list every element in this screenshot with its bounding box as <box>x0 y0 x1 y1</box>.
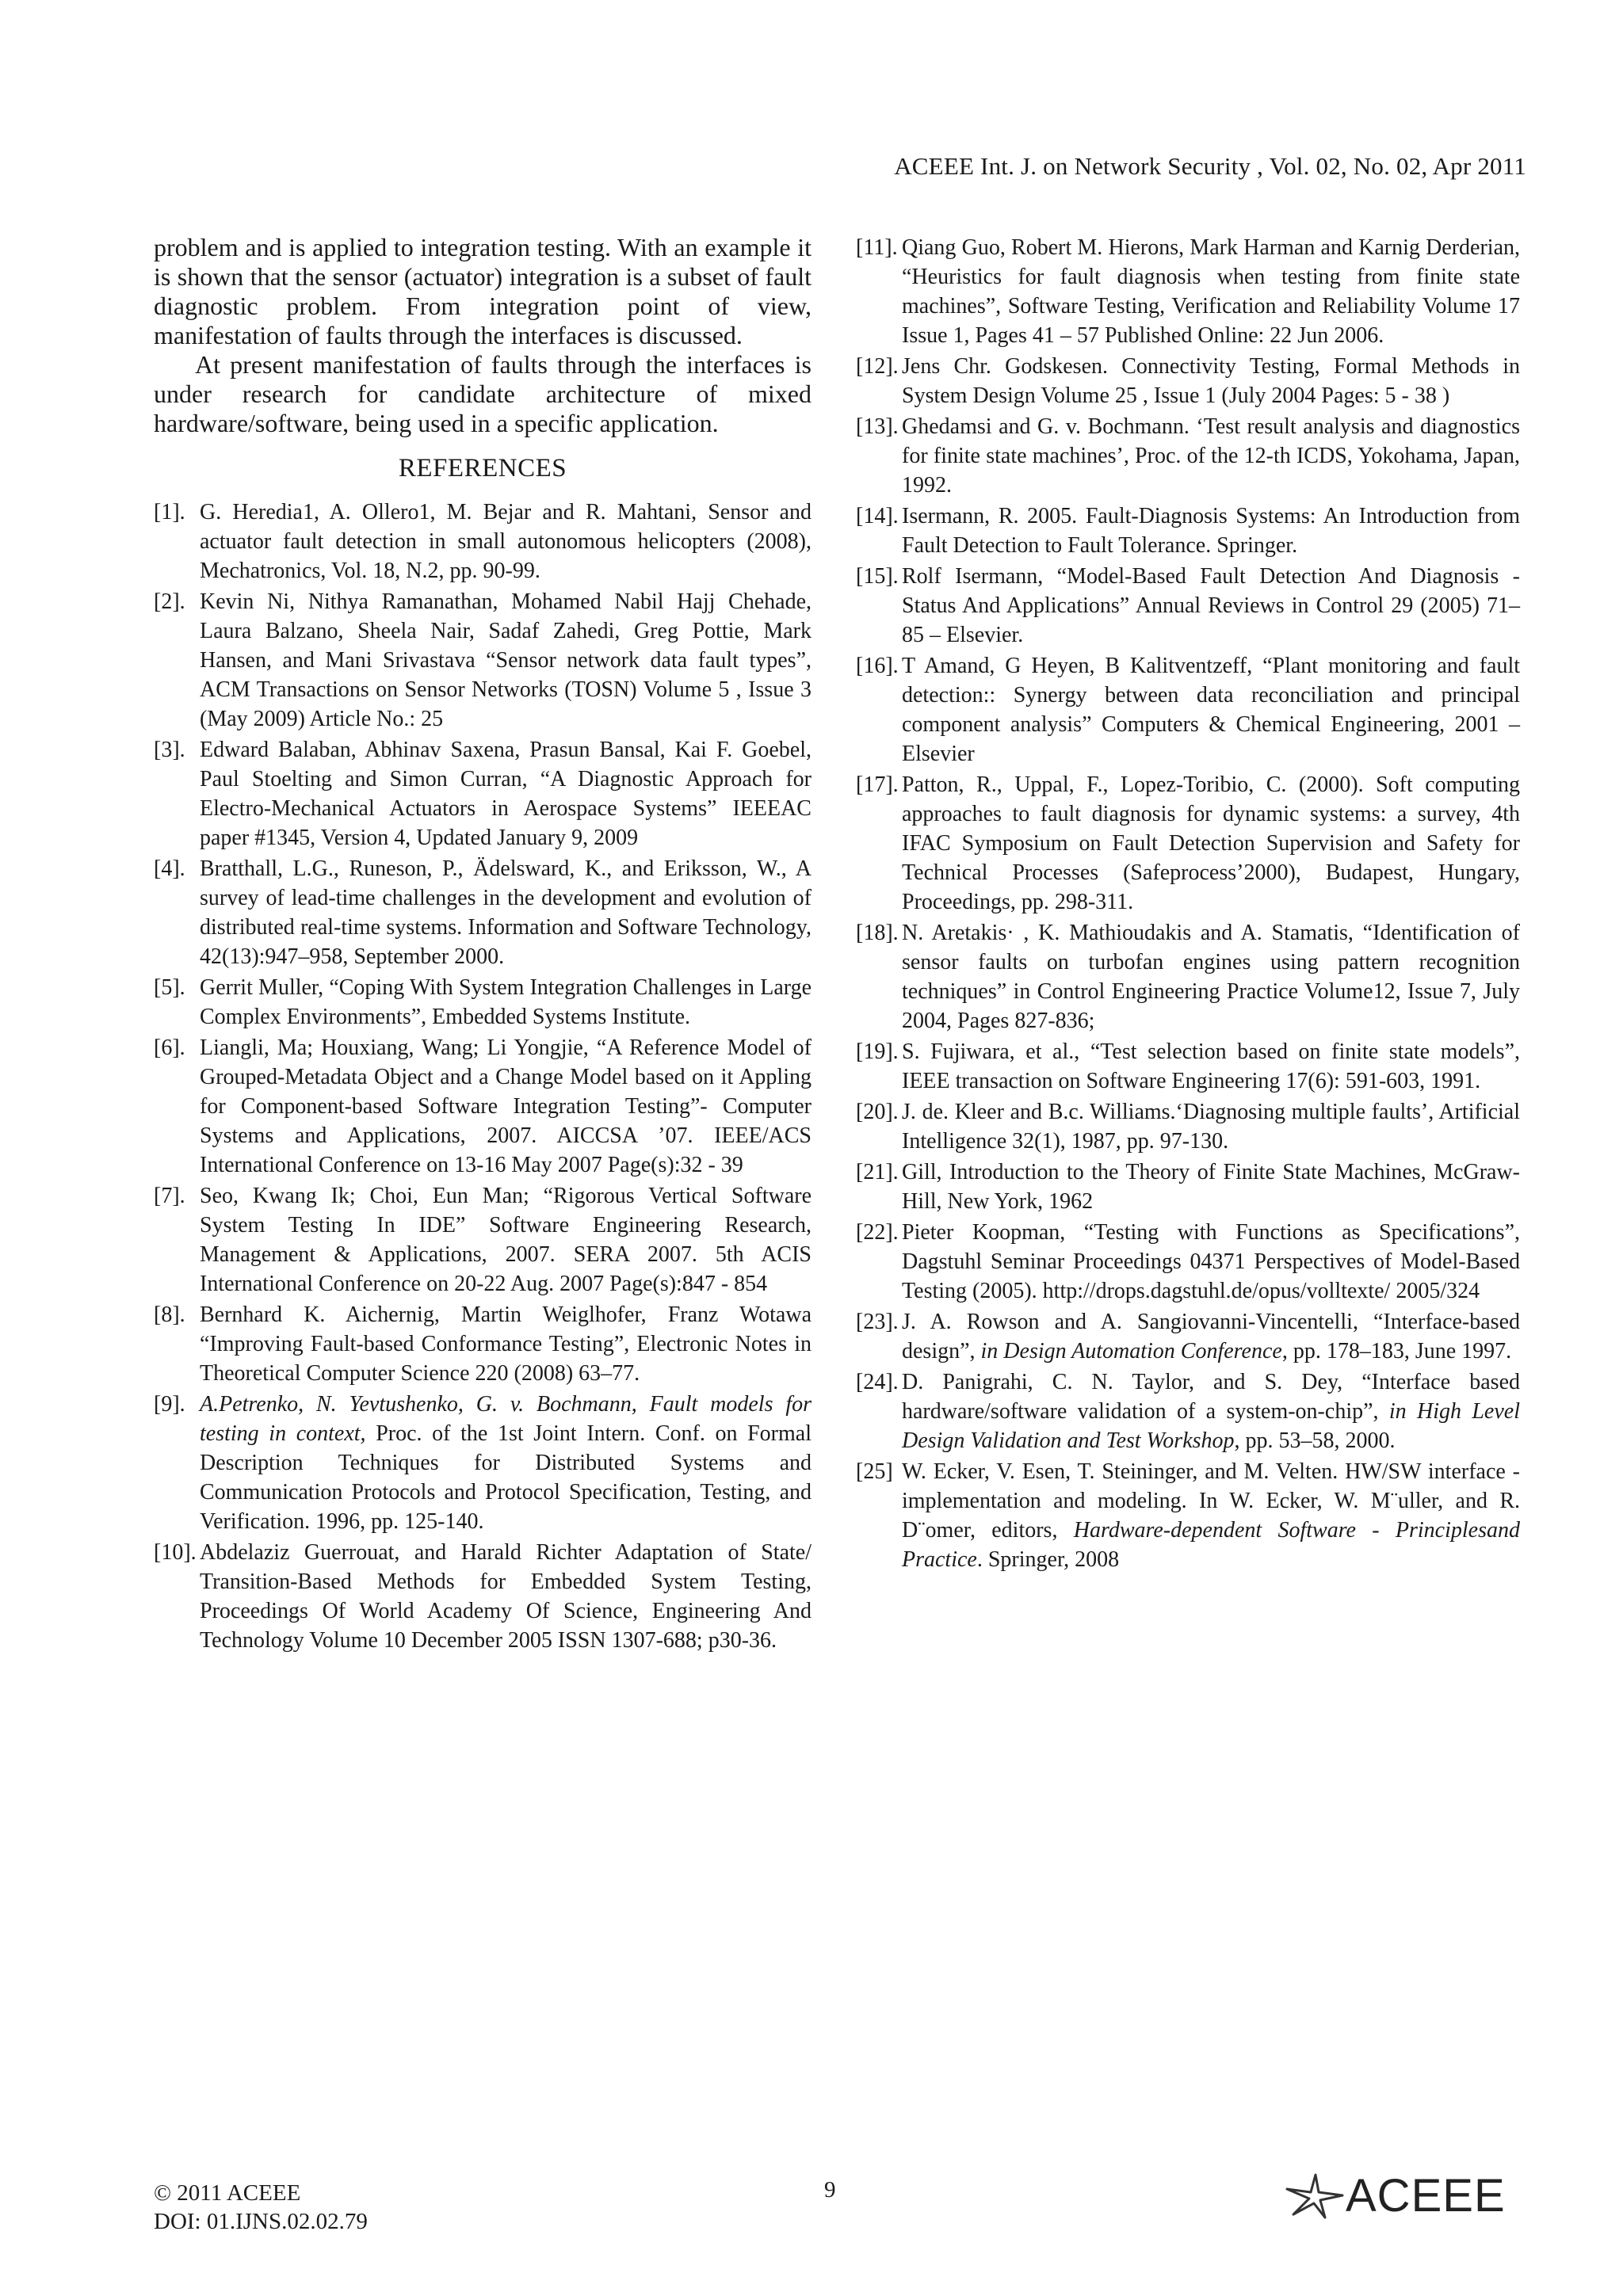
reference-number: [13]. <box>856 414 899 439</box>
reference-item <box>154 1300 812 1388</box>
reference-item <box>154 1538 812 1655</box>
reference-item <box>856 1097 1520 1156</box>
reference-number: [8]. <box>154 1302 185 1327</box>
reference-number: [19]. <box>856 1039 899 1064</box>
reference-text: Liangli, Ma; Houxiang, Wang; Li Yongjie, “A Reference Model of Grouped-Metadata Object and a Change Model based on it Appling for Component-based Software Integration Testing”- Computer Systems and Applications, 2007. AICCSA ’07. IEEE/ACS International Conference on 13-16 May 2007 Page(s):32 - 39 <box>200 1035 812 1177</box>
reference-text: Bratthall, L.G., Runeson, P., Ädelsward, K., and Eriksson, W., A survey of lead-time challenges in the development and evolution of distributed real-time systems. Information and Software Technology, 42(13):947–958, September 2000. <box>200 856 812 969</box>
reference-text: D. Panigrahi, C. N. Taylor, and S. Dey, “Interface based hardware/software validation of a system-on-chip”, <box>902 1370 1520 1424</box>
reference-number: [16]. <box>856 654 899 678</box>
reference-text: Proc. of the 1st Joint Intern. Conf. on Formal Description Techniques for Distributed Systems and Communication Protocols and Protocol Specification, Testing, and Verification. 1996, pp. 125-140. <box>200 1421 812 1534</box>
reference-text: Kevin Ni, Nithya Ramanathan, Mohamed Nabil Hajj Chehade, Laura Balzano, Sheela Nair, Sadaf Zahedi, Greg Pottie, Mark Hansen, and Mani Srivastava “Sensor network data fault types”, ACM Transactions on Sensor Networks (TOSN) Volume 5 , Issue 3 (May 2009) Article No.: 25 <box>200 589 812 731</box>
reference-item <box>154 498 812 585</box>
reference-text: Abdelaziz Guerrouat, and Harald Richter Adaptation of State/ Transition-Based Methods for Embedded System Testing, Proceedings Of World Academy Of Science, Engineering And Technology Volume 10 December 2005 ISSN 1307-688; p30-36. <box>200 1540 812 1653</box>
reference-item <box>856 1367 1520 1455</box>
reference-number: [12]. <box>856 354 899 379</box>
reference-tail: , pp. 53–58, 2000. <box>1234 1428 1396 1453</box>
reference-text: Patton, R., Uppal, F., Lopez-Toribio, C. (2000). Soft computing approaches to fault diagnosis for dynamic systems: a survey, 4th IFAC Symposium on Fault Detection Supervision and Safety for Technical Processes (Safeprocess’2000), Budapest, Hungary, Proceedings, pp. 298-311. <box>902 772 1520 914</box>
reference-number: [24]. <box>856 1370 899 1394</box>
star-logo-icon <box>1284 2172 1346 2221</box>
reference-number: [14]. <box>856 504 899 528</box>
reference-text: Edward Balaban, Abhinav Saxena, Prasun Bansal, Kai F. Goebel, Paul Stoelting and Simon Curran, “A Diagnostic Approach for Electro-Mechanical Actuators in Aerospace Systems” IEEEAC paper #1345, Version 4, Updated January 9, 2009 <box>200 738 812 850</box>
reference-item <box>154 735 812 852</box>
reference-number: [4]. <box>154 856 185 881</box>
reference-item <box>154 587 812 734</box>
reference-number: [9]. <box>154 1392 185 1417</box>
body-paragraph-1: problem and is applied to integration testing. With an example it is shown that the sensor (actuator) integration is a subset of fault diagnostic problem. From integration point of view, manifestation of faults through the interfaces is discussed. <box>154 233 812 349</box>
journal-header: ACEEE Int. J. on Network Security , Vol. 02, No. 02, Apr 2011 <box>894 152 1526 180</box>
reference-text: J. de. Kleer and B.c. Williams.‘Diagnosing multiple faults’, Artificial Intelligence 32(1), 1987, pp. 97-130. <box>902 1100 1520 1154</box>
reference-number: [25] <box>856 1459 893 1484</box>
reference-item <box>856 1158 1520 1216</box>
reference-number: [20]. <box>856 1100 899 1124</box>
reference-number: [17]. <box>856 772 899 797</box>
reference-text: Bernhard K. Aichernig, Martin Weiglhofer, Franz Wotawa “Improving Fault-based Conformance Testing”, Electronic Notes in Theoretical Computer Science 220 (2008) 63–77. <box>200 1302 812 1386</box>
body-paragraph-2: At present manifestation of faults through the interfaces is under research for candidate architecture of mixed hardware/software, being used in a specific application. <box>154 350 812 437</box>
reference-item <box>856 502 1520 560</box>
reference-text: Gerrit Muller, “Coping With System Integration Challenges in Large Complex Environments”, Embedded Systems Institute. <box>200 975 812 1029</box>
reference-number: [5]. <box>154 975 185 1000</box>
reference-item <box>856 918 1520 1035</box>
reference-text: Gill, Introduction to the Theory of Finite State Machines, McGraw-Hill, New York, 1962 <box>902 1160 1520 1214</box>
reference-italic: in High Level Design Validation and Test Workshop <box>902 1399 1520 1453</box>
aceee-logo <box>1284 2169 1506 2222</box>
references-heading: REFERENCES <box>398 454 567 482</box>
reference-item <box>856 1307 1520 1366</box>
reference-item <box>154 1181 812 1299</box>
reference-number: [10]. <box>154 1540 197 1565</box>
page-number: 9 <box>824 2177 836 2203</box>
reference-item <box>856 770 1520 917</box>
reference-text: S. Fujiwara, et al., “Test selection based on finite state models”, IEEE transaction on Software Engineering 17(6): 591-603, 1991. <box>902 1039 1520 1093</box>
reference-number: [22]. <box>856 1220 899 1245</box>
reference-number: [23]. <box>856 1310 899 1334</box>
reference-italic: A.Petrenko, N. Yevtushenko, G. v. Bochmann, Fault models for testing in context, <box>200 1392 812 1446</box>
reference-item <box>856 651 1520 769</box>
reference-text: Rolf Isermann, “Model-Based Fault Detection And Diagnosis - Status And Applications” Annual Reviews in Control 29 (2005) 71–85 – Elsevier. <box>902 564 1520 647</box>
reference-item <box>154 854 812 971</box>
reference-number: [18]. <box>856 921 899 945</box>
references-list-left <box>154 498 812 1655</box>
reference-text: Isermann, R. 2005. Fault-Diagnosis Systems: An Introduction from Fault Detection to Fault Tolerance. Springer. <box>902 504 1520 558</box>
reference-text: J. A. Rowson and A. Sangiovanni-Vincentelli, “Interface-based design”, <box>902 1310 1520 1363</box>
reference-item <box>856 1457 1520 1574</box>
reference-text: Jens Chr. Godskesen. Connectivity Testing, Formal Methods in System Design Volume 25 , Issue 1 (July 2004 Pages: 5 - 38 ) <box>902 354 1520 408</box>
reference-text: W. Ecker, V. Esen, T. Steininger, and M. Velten. HW/SW interface - implementation and modeling. In W. Ecker, W. M¨uller, and R. D¨omer, editors, <box>902 1459 1520 1543</box>
reference-italic: in Design Automation Conference <box>980 1339 1282 1363</box>
reference-number: [6]. <box>154 1035 185 1060</box>
reference-item <box>154 973 812 1032</box>
reference-number: [11]. <box>856 235 898 260</box>
reference-text: G. Heredia1, A. Ollero1, M. Bejar and R. Mahtani, Sensor and actuator fault detection in small autonomous helicopters (2008), Mechatronics, Vol. 18, N.2, pp. 90-99. <box>200 500 812 583</box>
reference-tail: , pp. 178–183, June 1997. <box>1281 1339 1512 1363</box>
reference-text: N. Aretakis· , K. Mathioudakis and A. Stamatis, “Identification of sensor faults on turbofan engines using pattern recognition techniques” in Control Engineering Practice Volume12, Issue 7, July 2004, Pages 827-836; <box>902 921 1520 1033</box>
reference-item <box>856 352 1520 410</box>
reference-number: [15]. <box>856 564 899 589</box>
reference-tail: . Springer, 2008 <box>976 1547 1120 1572</box>
reference-item <box>856 562 1520 650</box>
reference-item <box>154 1390 812 1536</box>
reference-text: Seo, Kwang Ik; Choi, Eun Man; “Rigorous Vertical Software System Testing In IDE” Software Engineering Research, Management & Applications, 2007. SERA 2007. 5th ACIS International Conference on 20-22 Aug. 2007 Page(s):847 - 854 <box>200 1184 812 1296</box>
copyright: © 2011 ACEEE <box>154 2180 301 2206</box>
reference-item <box>856 412 1520 500</box>
reference-item <box>856 1037 1520 1096</box>
logo-text: ACEEE <box>1346 2170 1506 2222</box>
reference-number: [1]. <box>154 500 185 524</box>
reference-text: Pieter Koopman, “Testing with Functions as Specifications”, Dagstuhl Seminar Proceedings 04371 Perspectives of Model-Based Testing (2005). http://drops.dagstuhl.de/opus/volltexte/ 2005/324 <box>902 1220 1520 1303</box>
footer-info <box>154 2179 368 2236</box>
reference-number: [2]. <box>154 589 185 614</box>
reference-item <box>856 233 1520 350</box>
reference-number: [3]. <box>154 738 185 762</box>
reference-text: T Amand, G Heyen, B Kalitventzeff, “Plant monitoring and fault detection:: Synergy between data reconciliation and principal component analysis” Computers & Chemical Engineering, 2001 – Elsevier <box>902 654 1520 766</box>
left-column <box>154 233 812 1657</box>
right-column <box>856 233 1520 1576</box>
doi: DOI: 01.IJNS.02.02.79 <box>154 2209 368 2234</box>
reference-item <box>154 1033 812 1180</box>
reference-text: Qiang Guo, Robert M. Hierons, Mark Harman and Karnig Derderian, “Heuristics for fault diagnosis when testing from finite state machines”, Software Testing, Verification and Reliability Volume 17 Issue 1, Pages 41 – 57 Published Online: 22 Jun 2006. <box>902 235 1520 348</box>
reference-italic: Hardware-dependent Software - Principlesand Practice <box>902 1518 1520 1572</box>
reference-item <box>856 1218 1520 1306</box>
reference-text: Ghedamsi and G. v. Bochmann. ‘Test result analysis and diagnostics for finite state machines’, Proc. of the 12-th ICDS, Yokohama, Japan, 1992. <box>902 414 1520 498</box>
reference-number: [7]. <box>154 1184 185 1208</box>
reference-number: [21]. <box>856 1160 899 1184</box>
references-list-right <box>856 233 1520 1574</box>
